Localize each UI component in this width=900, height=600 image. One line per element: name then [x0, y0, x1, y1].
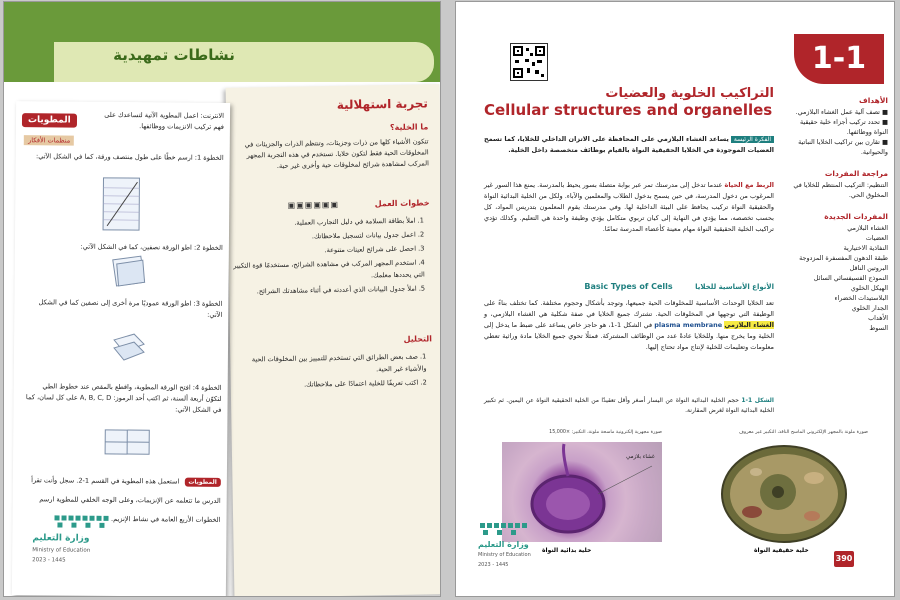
ministry-name-en: Ministry of Education — [478, 552, 531, 558]
organizers-badge: منظمات الأفكار — [24, 135, 74, 145]
review-vocab-heading: مراجعة المفردات — [824, 169, 888, 178]
ministry-name: وزارة التعليم — [32, 533, 90, 544]
section-heading-en: Basic Types of Cells — [584, 282, 673, 291]
ministry-logo-icon — [52, 511, 112, 534]
lab-step: 5. املأ جدول البيانات الذي أعددته في أثناء مشاهدتك الشرائح. — [256, 284, 426, 296]
section-text — [484, 298, 774, 353]
ministry-name: وزارة التعليم — [478, 540, 529, 549]
foldables-badge-group — [22, 107, 77, 146]
fold-step-3: الخطوة 3: اطو الورقة عموديًا مرة أخرى إلى نصفين كما في الشكل الآتي: — [38, 298, 223, 319]
vocab-term: النفاذية الاختيارية — [843, 244, 888, 252]
figure-caption-text: حجم الخلية البدائية النواة عن اليسار أصغر وأقل تعقيدًا من الخلية الحقيقية النواة عن اليمين. ثم تكبير الخلية البدائية النواة لغرض المقارنة. — [484, 397, 774, 414]
lesson-title-ar: التراكيب الخلوية والعضيات — [605, 86, 774, 101]
launch-lab-card — [226, 84, 440, 596]
figure-caption-label: الشكل 1-1 — [741, 397, 774, 404]
lesson-title-block — [484, 86, 774, 119]
lesson-sidebar — [784, 92, 888, 333]
foldables-badge: المطويات — [22, 113, 77, 127]
lab-title: تجربة استهلالية — [336, 96, 428, 112]
fold-step-1: الخطوة 1: ارسم خطًا على طول منتصف ورقة، كما في الشكل الآتي: — [35, 152, 224, 162]
vocab-term: الغشاء البلازمي — [847, 224, 888, 232]
section-heading-ar: الأنواع الأساسية للخلايا — [695, 283, 774, 291]
fold-step-1-illustration — [99, 174, 146, 234]
lesson-number-box — [794, 34, 884, 84]
real-world-text: عندما تدخل إلى مدرستك تمر عبر بوابة متصلة بسور يحيط بالمدرسة. يمنع هذا السور غير المرغوب من دخول المدرسة، في حين يسمح بدخول الطلاب والمعلمين والآباء. ولكل من الخلية البدائية النواة والحقيقية النواة تركيب يحافظ على البيئة الداخلية لها. وفي مدرستك يقوم المعلمون بتدريس المواد، كل بحسب تخصصه، مما يؤدي في النهاية إلى كيان تربوي متكامل يؤدي وظيفة واحدة هي التعليم. وكذلك تؤدي تراكيب الخلية الحقيقية النواة مهام معينة كأعضاء المدرسة تمامًا. — [484, 181, 774, 233]
qr-code-icon — [510, 43, 548, 81]
fold-step-3-illustration — [110, 330, 150, 366]
safety-icons: ▣▣▣▣▣▣ — [287, 199, 340, 210]
photo2-note: صورة ملونة بالمجهر الإلكتروني الماسح النافذ، التكبير غير معروف — [738, 430, 868, 435]
lab-step: 4. استخدم المجهر المركب في مشاهدة الشرائح، مستخدمًا قوة التكبير التي يحددها معلمك. — [233, 258, 425, 280]
vocab-term: طبقة الدهون المفسفرة المزدوجة — [799, 254, 888, 262]
eukaryote-photo — [718, 442, 850, 546]
objective-item: ■ تصف آلية عمل الغشاء البلازمي. — [795, 108, 888, 116]
main-idea-text: يساعد الغشاء البلازمي على المحافظة على الاتزان الداخلي للخلايا، كما تسمح العضيات الموجودة في الخلايا الحقيقية النواة بالقيام بوظائف متخصصة داخل الخلية. — [484, 135, 774, 154]
right-page — [456, 2, 894, 596]
main-idea-label: الفكرة الرئيسة — [731, 136, 774, 143]
analysis-heading: التحليل — [403, 334, 433, 344]
page-number: 390 — [834, 551, 854, 567]
lab-intro: تتكون الأشياء كلها من ذرات وجزيئات، وتنتظم الذرات والجزيئات في المخلوقات الحية فقط لتكون خلايا. تستخدم في هذه التجربة المجهر المركب لمشاهدة شرائح لمخلوقات حية وأخرى غير حية. — [244, 137, 429, 171]
photo1-note: صورة مجهرية إلكترونية ماسحة ملونة، التكبير: ×15,000 — [549, 430, 662, 435]
fold-step-4-illustration — [101, 424, 153, 460]
vocab-term: السوط — [869, 324, 888, 332]
eukaryote-caption: خلية حقيقية النواة — [754, 547, 809, 554]
real-world-link — [484, 180, 774, 235]
footer-text: استعمل هذه المطوية في القسم 1-2. سجل وأنت تقرأ الدرس ما تتعلمه عن الإنزيمات، وعلى الوجه الخلفي للمطوية ارسم الخطوات الأربع العامة في نشاط الإنزيم. — [31, 476, 221, 524]
plasma-membrane-term: plasma membrane — [654, 321, 723, 329]
lesson-number: 1-1 — [811, 41, 867, 76]
section-text-2: في الشكل 1-1، هو حاجز خاص يساعد على ضبط ما يدخل إلى الخلية وما يخرج منها. وللخلايا عادةً عدد من الوظائف المشتركة. فمثلًا تحوي جميع الخلايا مادة وراثية تعطي معلومات وتعليمات للخلية لإنتاج مواد تحتاج إليها. — [484, 321, 774, 351]
new-vocab-heading: المفردات الجديدة — [824, 212, 888, 221]
vocab-term: الهيكل الخلوي — [850, 284, 888, 292]
lab-question: ما الخلية؟ — [389, 122, 429, 133]
vocab-term: الأهداب — [868, 314, 888, 322]
prokaryote-caption: خلية بدائية النواة — [542, 547, 592, 554]
vocab-term: الجدار الخلوي — [851, 304, 888, 312]
objective-item: ■ تحدد تركيب أجزاء خلية حقيقية النواة ووظائفها. — [799, 118, 888, 136]
review-vocab-text: التنظيم: التركيب المنتظم للخلايا في المخلوق الحي. — [793, 181, 888, 199]
steps-heading: خطوات العمل — [374, 198, 430, 209]
left-page — [4, 2, 440, 596]
banner-title: نشاطات تمهيدية — [113, 46, 235, 64]
vocab-term: البلاستيدات الخضراء — [834, 294, 888, 302]
plasma-membrane-label: غشاء بلازمي — [626, 454, 655, 460]
footer-badge: المطويات — [184, 478, 221, 487]
ministry-logo-icon — [478, 520, 536, 540]
highlight-term: الغشاء البلازمي — [724, 321, 774, 329]
edition-year: 2023 - 1445 — [478, 562, 509, 568]
real-world-label: الربط مع الحياة — [724, 181, 774, 189]
main-idea — [484, 134, 774, 156]
analysis-item: 1. صف بعض الطرائق التي تستخدم للتمييز بين المخلوقات الحية والأشياء غير الحية. — [251, 352, 427, 374]
vocab-term: النموذج الفسيفسائي السائل — [813, 274, 888, 282]
figure-caption — [484, 396, 774, 416]
section-text-1: تعد الخلايا الوحدات الأساسية للمخلوقات الحية جميعها، وتوجد بأشكال وحجوم مختلفة. كما تختلف بناءً على الوظيفة التي توجهها في المخلوقات الحية. تشترك جميع الخلايا في صفة شكلية هي الغشاء البلازمي، و — [484, 299, 774, 318]
section-heading — [484, 282, 774, 291]
lab-steps — [228, 214, 437, 300]
lab-step: 3. احصل على شرائح لعينات متنوعة. — [324, 244, 425, 255]
edition-year: 2023 - 1445 — [32, 557, 66, 564]
fold-step-2: الخطوة 2: اطو الورقة نصفين، كما في الشكل الآتي: — [80, 242, 223, 252]
fold-step-2-illustration — [106, 252, 150, 292]
analysis-list — [230, 350, 439, 394]
lab-step: 2. اعمل جدول بيانات لتسجيل ملاحظاتك. — [311, 230, 425, 241]
objectives-heading: الأهداف — [859, 96, 888, 105]
lab-step: 1. املأ بطاقة السلامة في دليل التجارب العملية. — [294, 216, 424, 227]
foldables-card — [12, 101, 230, 596]
vocab-term: البروتين الناقل — [849, 264, 888, 272]
lesson-title-en: Cellular structures and organelles — [484, 101, 773, 119]
ministry-name-en: Ministry of Education — [32, 547, 91, 554]
vocab-term: العضيات — [865, 234, 888, 242]
analysis-item: 2. اكتب تعريفًا للخلية اعتمادًا على ملاحظاتك. — [303, 378, 427, 389]
foldables-intro: الانترنت: اعمل المطوية الآتية لتساعدك على فهم تركيب الانزيمات ووظائفها. — [104, 110, 225, 131]
objective-item: ■ تقارن بين تراكيب الخلايا النباتية والحيوانية. — [798, 138, 888, 156]
fold-step-4: الخطوة 4: افتح الورقة المطوية، واقطع بالمقص عند خطوط الطي لتكوّن أربعة ألسنة، ثم اكتب أحد الرموز: A, B, C, D على كل لسان، كما في الشكل الآتي: — [25, 382, 222, 414]
